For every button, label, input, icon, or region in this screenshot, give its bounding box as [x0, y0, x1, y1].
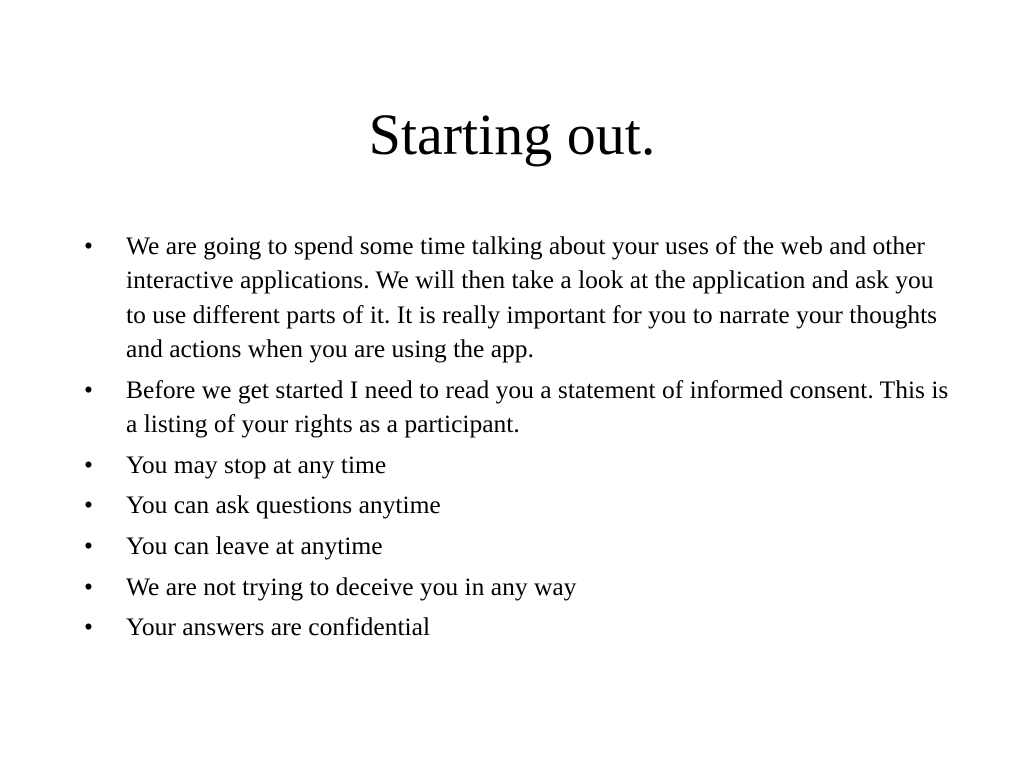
bullet-item-6 — [84, 570, 954, 604]
bullet-text: Before we get started I need to read you a statement of informed consent. This is a listing of your rights as a participant. — [126, 374, 949, 438]
bullet-marker: • — [84, 231, 93, 260]
bullet-item-7 — [84, 610, 954, 644]
bullet-marker: • — [84, 571, 93, 601]
bullet-list — [84, 229, 954, 651]
bullet-text: You can ask questions anytime — [126, 490, 441, 520]
bullet-marker: • — [84, 449, 93, 479]
bullet-item-1 — [84, 229, 954, 366]
bullet-text: We are going to spend some time talking about your uses of the web and other interactive applications. We will then take a look at the application and ask you to use different parts of it. It is really important for you to narrate your thoughts and actions when you are using the app. — [126, 231, 938, 363]
bullet-item-4 — [84, 488, 954, 522]
bullet-text: Your answers are confidential — [126, 612, 431, 642]
bullet-marker: • — [84, 374, 93, 404]
bullet-item-3 — [84, 448, 954, 482]
bullet-marker: • — [84, 490, 93, 520]
bullet-text: You may stop at any time — [126, 449, 387, 479]
bullet-item-5 — [84, 529, 954, 563]
bullet-marker: • — [84, 612, 93, 642]
bullet-marker: • — [84, 530, 93, 560]
bullet-text: You can leave at anytime — [126, 530, 383, 560]
bullet-text: We are not trying to deceive you in any way — [126, 571, 577, 601]
slide-title: Starting out. — [368, 102, 656, 167]
bullet-item-2 — [84, 373, 954, 442]
